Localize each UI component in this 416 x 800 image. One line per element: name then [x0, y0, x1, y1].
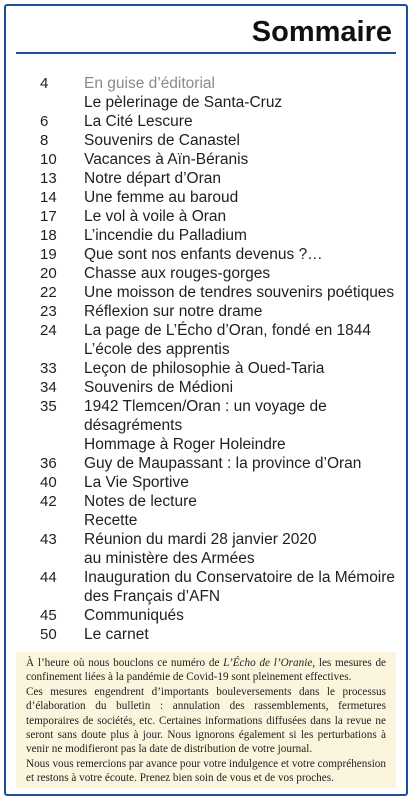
toc-title: Le vol à voile à Oran [84, 208, 227, 225]
toc-entry [30, 454, 400, 473]
toc-title: Notes de lecture [84, 493, 197, 510]
toc-entry [30, 283, 400, 302]
toc-title: La Vie Sportive [84, 474, 189, 491]
page-title: Sommaire [251, 16, 392, 48]
toc-page-number: 8 [40, 132, 49, 149]
toc-title: La page de L’Écho d’Oran, fondé en 1844 [84, 322, 371, 339]
toc-entry [30, 93, 400, 112]
toc-title: Recette [84, 512, 138, 529]
toc-title: Notre départ d’Oran [84, 170, 221, 187]
toc-entry [30, 245, 400, 264]
toc-title: Le pèlerinage de Santa-Cruz [84, 94, 283, 111]
toc-title: Chasse aux rouges-gorges [84, 265, 271, 282]
page-frame [4, 4, 408, 796]
covid-notice-box [16, 652, 396, 788]
toc-page-number: 50 [40, 626, 57, 643]
toc-page-number: 35 [40, 398, 57, 415]
toc-entry [30, 207, 400, 226]
toc-page-number: 13 [40, 170, 57, 187]
toc-page-number: 17 [40, 208, 57, 225]
notice-text: , les mesures de confinement liées à la pandémie de Covid-19 sont pleinement effectives. [26, 657, 387, 684]
toc-title: Une femme au baroud [84, 189, 239, 206]
toc-page-number: 19 [40, 246, 57, 263]
toc-title: En guise d’éditorial [84, 75, 215, 92]
toc-title: Une moisson de tendres souvenirs poétiques [84, 284, 395, 301]
toc-entry [30, 606, 400, 625]
toc-page-number: 6 [40, 113, 49, 130]
toc-title: L’école des apprentis [84, 341, 230, 358]
notice-paragraph-3: Nous vous remercions par avance pour votre indulgence et votre compréhension et restons à votre écoute. Prenez bien soin de vous et de vos proches. [26, 757, 386, 785]
toc-entry [30, 568, 400, 606]
toc-entry [30, 359, 400, 378]
toc-title: Vacances à Aïn-Béranis [84, 151, 249, 168]
toc-title: Réunion du mardi 28 janvier 2020 [84, 531, 317, 548]
toc-entry [30, 302, 400, 321]
toc-page-number: 34 [40, 379, 57, 396]
toc-entry [30, 340, 400, 359]
toc-entry [30, 112, 400, 131]
toc-title: des Français d’AFN [84, 588, 221, 605]
toc-title: 1942 Tlemcen/Oran : un voyage de désagréments [84, 398, 327, 434]
toc-entry [30, 435, 400, 454]
toc-entry [30, 492, 400, 511]
toc-page-number: 33 [40, 360, 57, 377]
toc-page-number: 10 [40, 151, 57, 168]
toc-title: La Cité Lescure [84, 113, 193, 130]
toc-entry [30, 150, 400, 169]
toc-title: Réflexion sur notre drame [84, 303, 263, 320]
toc-entry [30, 397, 400, 435]
toc-page-number: 42 [40, 493, 57, 510]
toc-title: Guy de Maupassant : la province d’Oran [84, 455, 362, 472]
toc-entry [30, 169, 400, 188]
toc-entry [30, 226, 400, 245]
toc-page-number: 44 [40, 569, 57, 586]
toc-page-number: 43 [40, 531, 57, 548]
toc-entry [30, 131, 400, 150]
notice-paragraph-2: Ces mesures engendrent d’importants bouleversements dans le processus d’élaboration du bulletin : annulation des rassemblements, fermetures temporaires de sociétés, etc. Certaines informations diffusées dans la revue ne seront sans doute plus à jour. Nous ignorons également si les perturbations à venir ne modifieront pas la date de distribution de votre journal. [26, 685, 386, 756]
toc-title: Souvenirs de Médioni [84, 379, 234, 396]
toc-page-number: 45 [40, 607, 57, 624]
toc-entry [30, 74, 400, 93]
toc-page-number: 20 [40, 265, 57, 282]
toc-entry [30, 530, 400, 568]
toc-page-number: 23 [40, 303, 57, 320]
journal-name: L’Écho de l’Oranie [223, 657, 313, 669]
toc-page-number: 40 [40, 474, 57, 491]
toc-entry [30, 473, 400, 492]
toc-title: Communiqués [84, 607, 184, 624]
toc-title: Leçon de philosophie à Oued-Taria [84, 360, 325, 377]
toc-title: Souvenirs de Canastel [84, 132, 240, 149]
toc-title: Que sont nos enfants devenus ?… [84, 246, 323, 263]
toc-page-number: 18 [40, 227, 57, 244]
toc-entry [30, 378, 400, 397]
toc-title: Inauguration du Conservatoire de la Mémoire [84, 569, 396, 586]
toc-entry [30, 188, 400, 207]
toc-page-number: 24 [40, 322, 57, 339]
toc-page-number: 4 [40, 75, 49, 92]
toc-entry [30, 511, 400, 530]
toc-page-number: 22 [40, 284, 57, 301]
table-of-contents [30, 74, 400, 644]
toc-entry [30, 625, 400, 644]
toc-title: L’incendie du Palladium [84, 227, 247, 244]
toc-entry [30, 264, 400, 283]
toc-page-number: 36 [40, 455, 57, 472]
toc-title: au ministère des Armées [84, 550, 255, 567]
notice-text: À l’heure où nous bouclons ce numéro de [26, 657, 224, 669]
toc-page-number: 14 [40, 189, 57, 206]
notice-paragraph-1 [26, 656, 386, 685]
toc-entry [30, 321, 400, 340]
toc-title: Le carnet [84, 626, 149, 643]
toc-title: Hommage à Roger Holeindre [84, 436, 286, 453]
title-divider [16, 52, 396, 54]
